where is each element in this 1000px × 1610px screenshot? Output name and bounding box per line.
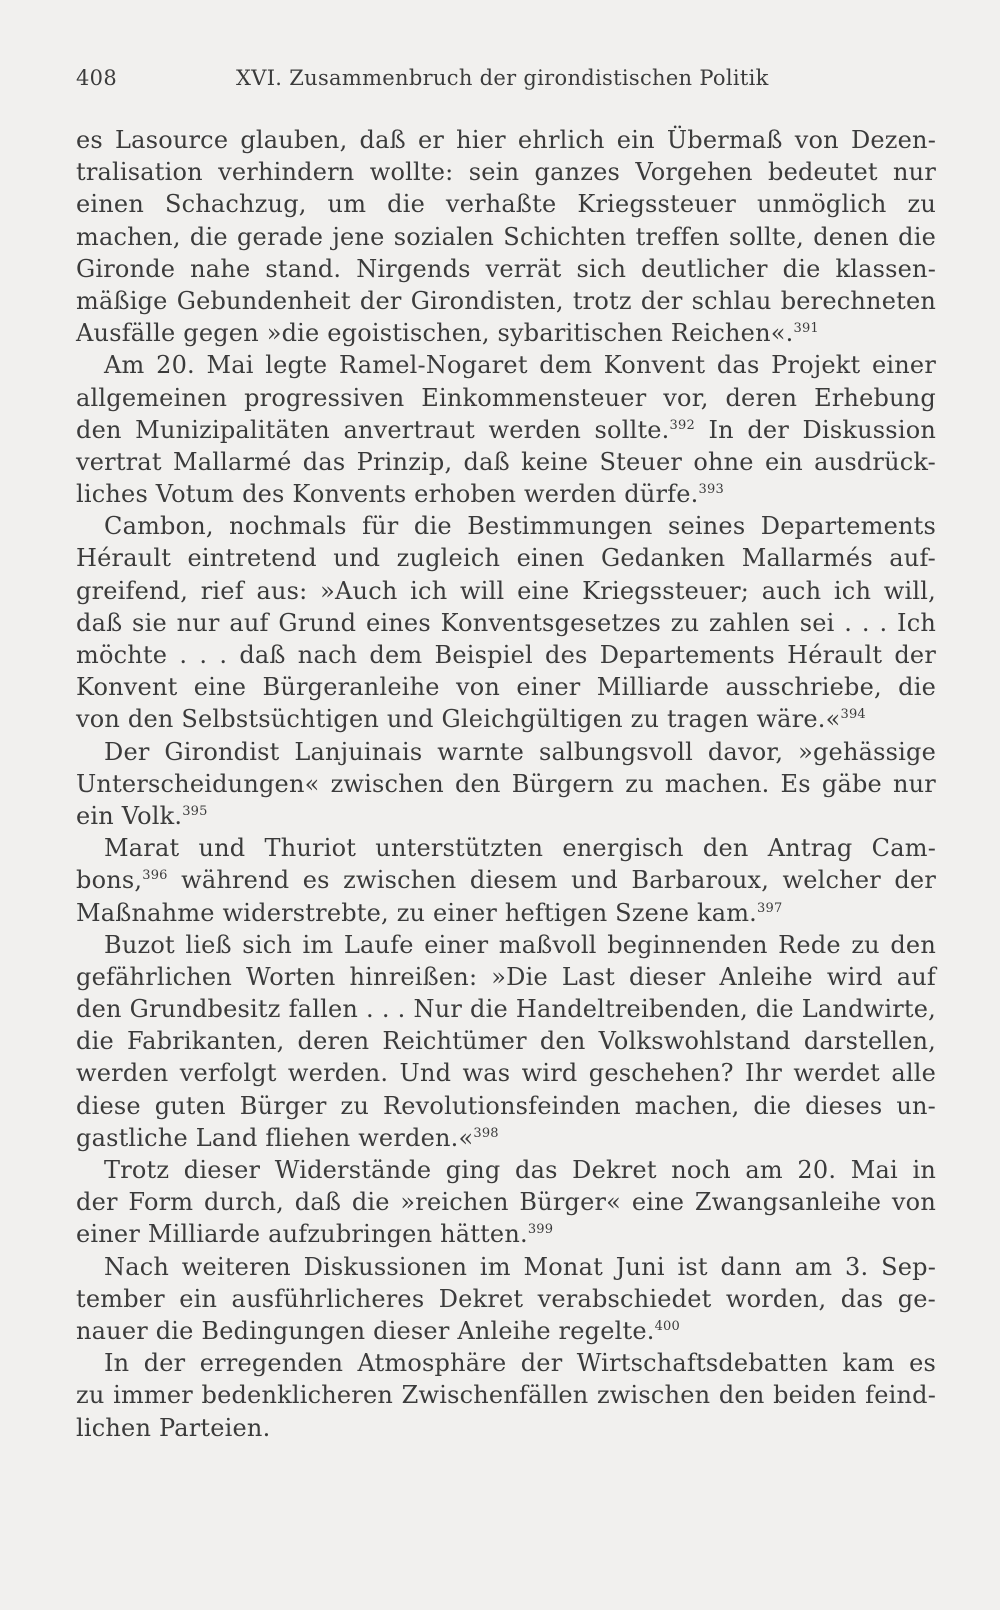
line-text: vertrat Mallarmé das Prinzip, daß keine Steuer ohne ein ausdrück-	[76, 447, 936, 476]
footnote-reference: 393	[698, 482, 724, 498]
line-text: Gironde nahe stand. Nirgends verrät sich deutlicher die klassen-	[76, 254, 936, 283]
text-line	[76, 671, 936, 703]
footnote-reference: 399	[527, 1222, 554, 1238]
text-line	[76, 1025, 936, 1057]
text-line	[76, 961, 936, 993]
running-title: XVI. Zusammenbruch der girondistischen Politik	[236, 66, 769, 90]
line-text: Trotz dieser Widerstände ging das Dekret noch am 20. Mai in	[104, 1156, 936, 1184]
paragraph	[76, 1251, 936, 1348]
text-line	[76, 317, 936, 349]
text-line	[76, 1315, 936, 1347]
line-text: den Munizipalitäten anvertraut werden sollte.	[76, 415, 670, 444]
line-text: Am 20. Mai legte Ramel-Nogaret dem Konvent das Projekt einer	[104, 351, 936, 380]
line-text: bons,	[76, 866, 143, 895]
line-text: gastliche Land fliehen werden.«	[76, 1123, 474, 1152]
text-line	[76, 446, 936, 478]
line-text: Unterscheidungen« zwischen den Bürgern zu machen. Es gäbe nur	[76, 769, 936, 798]
line-text-continuation: während es zwischen diesem und Barbaroux, welcher der	[167, 866, 936, 895]
paragraph	[76, 1154, 936, 1251]
line-text: Der Girondist Lanjuinais warnte salbungsvoll davor, »gehässige	[104, 737, 936, 766]
text-line	[76, 575, 936, 607]
text-line	[76, 1186, 936, 1218]
line-text: zu immer bedenklicheren Zwischenfällen zwischen den beiden feind-	[76, 1381, 936, 1410]
text-line	[76, 1154, 936, 1186]
line-text: Hérault eintretend und zugleich einen Gedanken Mallarmés auf-	[76, 544, 936, 573]
text-line	[76, 736, 936, 768]
footnote-reference: 398	[473, 1125, 499, 1141]
line-text: Buzot ließ sich im Laufe einer maßvoll beginnenden Rede zu den	[104, 930, 936, 959]
line-text: es Lasource glauben, daß er hier ehrlich ein Übermaß von Dezen-	[76, 126, 936, 154]
text-line	[76, 703, 936, 735]
text-line	[76, 800, 936, 832]
text-line	[76, 382, 936, 414]
page-number: 408	[76, 66, 117, 90]
line-text: daß sie nur auf Grund eines Konventsgesetzes zu zahlen sei . . . Ich	[76, 608, 936, 637]
text-line	[76, 542, 936, 574]
footnote-reference: 396	[142, 868, 168, 884]
line-text: machen, die gerade jene sozialen Schichten treffen sollte, denen die	[76, 222, 936, 251]
text-line	[76, 1218, 936, 1250]
line-text: greifend, rief aus: »Auch ich will eine Kriegssteuer; auch ich will,	[76, 576, 936, 605]
footnote-reference: 391	[793, 321, 819, 337]
text-line	[76, 639, 936, 671]
line-text: Maßnahme widerstrebte, zu einer heftigen Szene kam.	[76, 898, 757, 927]
line-text: liches Votum des Konvents erhoben werden dürfe.	[76, 480, 699, 509]
paragraph	[76, 349, 936, 510]
line-text: Marat und Thuriot unterstützten energisch den Antrag Cam-	[104, 834, 936, 863]
line-text: allgemeinen progressiven Einkommensteuer vor, deren Erhebung	[76, 383, 936, 412]
line-text-continuation: In der Diskussion	[694, 415, 937, 444]
text-line	[76, 993, 936, 1025]
footnote-reference: 395	[182, 803, 208, 819]
line-text: lichen Parteien.	[76, 1413, 271, 1442]
text-line	[76, 221, 936, 253]
text-line	[76, 1251, 936, 1283]
text-line	[76, 768, 936, 800]
footnote-reference: 397	[757, 900, 783, 916]
paragraph	[76, 1347, 936, 1444]
running-head	[76, 66, 936, 100]
text-line	[76, 897, 936, 929]
line-text: In der erregenden Atmosphäre der Wirtschaftsdebatten kam es	[104, 1349, 936, 1378]
text-line	[76, 156, 936, 188]
footnote-reference: 394	[840, 707, 866, 723]
text-line	[76, 864, 936, 896]
line-text: tralisation verhindern wollte: sein ganzes Vorgehen bedeutet nur	[76, 158, 936, 187]
line-text: nauer die Bedingungen dieser Anleihe regelte.	[76, 1316, 655, 1345]
line-text: der Form durch, daß die »reichen Bürger« eine Zwangsanleihe von	[76, 1188, 936, 1217]
line-text: Cambon, nochmals für die Bestimmungen seines Departements	[104, 512, 936, 541]
body-text	[76, 124, 936, 1444]
text-line	[76, 478, 936, 510]
text-line	[76, 1412, 936, 1444]
text-line	[76, 1057, 936, 1089]
text-line	[76, 929, 936, 961]
text-line	[76, 510, 936, 542]
text-line	[76, 285, 936, 317]
text-line	[76, 349, 936, 381]
text-line	[76, 188, 936, 220]
paragraph	[76, 510, 936, 735]
line-text: möchte . . . daß nach dem Beispiel des Departements Hérault der	[76, 641, 936, 669]
text-line	[76, 1379, 936, 1411]
line-text: Nach weiteren Diskussionen im Monat Juni ist dann am 3. Sep-	[104, 1252, 936, 1281]
line-text: einer Milliarde aufzubringen hätten.	[76, 1220, 528, 1249]
line-text: mäßige Gebundenheit der Girondisten, trotz der schlau berechneten	[76, 286, 936, 315]
footnote-reference: 400	[654, 1318, 680, 1334]
line-text: tember ein ausführlicheres Dekret verabschiedet worden, das ge-	[76, 1284, 936, 1313]
line-text: den Grundbesitz fallen . . . Nur die Handeltreibenden, die Landwirte,	[76, 995, 936, 1024]
text-line	[76, 832, 936, 864]
line-text: einen Schachzug, um die verhaßte Kriegssteuer unmöglich zu	[76, 190, 936, 219]
paragraph	[76, 124, 936, 349]
line-text: Konvent eine Bürgeranleihe von einer Milliarde ausschriebe, die	[76, 673, 936, 702]
line-text: ein Volk.	[76, 801, 183, 830]
text-line	[76, 414, 936, 446]
text-line	[76, 1283, 936, 1315]
paragraph	[76, 832, 936, 929]
text-line	[76, 607, 936, 639]
text-line	[76, 1347, 936, 1379]
line-text: diese guten Bürger zu Revolutionsfeinden machen, die dieses un-	[76, 1091, 936, 1120]
text-line	[76, 253, 936, 285]
line-text: von den Selbstsüchtigen und Gleichgültigen zu tragen wäre.«	[76, 705, 841, 734]
footnote-reference: 392	[669, 417, 695, 433]
paragraph	[76, 736, 936, 833]
line-text: Ausfälle gegen »die egoistischen, sybaritischen Reichen«.	[76, 319, 794, 348]
text-line	[76, 1090, 936, 1122]
line-text: werden verfolgt werden. Und was wird geschehen? Ihr werdet alle	[76, 1059, 936, 1088]
line-text: gefährlichen Worten hinreißen: »Die Last dieser Anleihe wird auf	[76, 962, 936, 991]
text-line	[76, 1122, 936, 1154]
line-text: die Fabrikanten, deren Reichtümer den Volkswohlstand darstellen,	[76, 1027, 936, 1056]
paragraph	[76, 929, 936, 1154]
text-line	[76, 124, 936, 156]
